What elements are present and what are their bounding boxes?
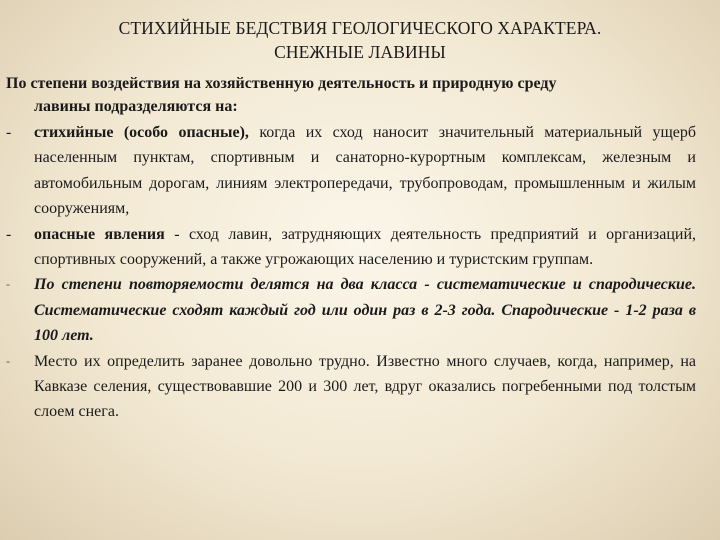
slide-title xyxy=(40,16,680,64)
intro-line-1: По степени воздействия на хозяйственную деятельность и природную среду xyxy=(6,75,557,92)
classification-list xyxy=(6,120,696,425)
item-text: Место их определить заранее довольно трудно. Известно много случаев, когда, например, на Кавказе селения, существовавшие 200 и 300 лет, вдруг оказались погребенными под толстым слоем снега. xyxy=(34,352,696,421)
intro-line-2: лавины подразделяются на: xyxy=(34,98,238,115)
list-item-dangerous xyxy=(6,222,696,273)
intro-paragraph xyxy=(6,72,714,118)
title-line-2: СНЕЖНЫЕ ЛАВИНЫ xyxy=(274,42,446,62)
list-dash: - xyxy=(6,277,10,292)
title-line-1: СТИХИЙНЫЕ БЕДСТВИЯ ГЕОЛОГИЧЕСКОГО ХАРАКТЕРА. xyxy=(118,18,602,38)
item-text: По степени повторяемости делятся на два класса - систематические и спародические. Систематические сходят каждый год или один раз в 2-3 года. Спародические - 1-2 раза в 100 лет. xyxy=(34,276,696,345)
item-text: когда их сход наносит значительный материальный ущерб населенным пунктам, спортивным и санаторно-курортным комплексам, железным и автомобильным дорогам, линиям электропередачи, трубопроводам, промышленным и жилым сооружениям, xyxy=(34,124,697,218)
list-dash: - xyxy=(6,124,12,141)
list-item-catastrophic xyxy=(6,120,696,222)
list-item-location xyxy=(6,349,696,425)
item-term: стихийные (особо опасные), xyxy=(34,124,249,141)
item-text: - сход лавин, затрудняющих деятельность предприятий и организаций, спортивных сооружений, а также угрожающих населению и туристским группам. xyxy=(34,225,697,269)
list-item-recurrence xyxy=(6,272,696,348)
list-dash: - xyxy=(6,353,10,368)
list-dash: - xyxy=(6,225,12,243)
item-term: опасные явления xyxy=(34,225,165,243)
